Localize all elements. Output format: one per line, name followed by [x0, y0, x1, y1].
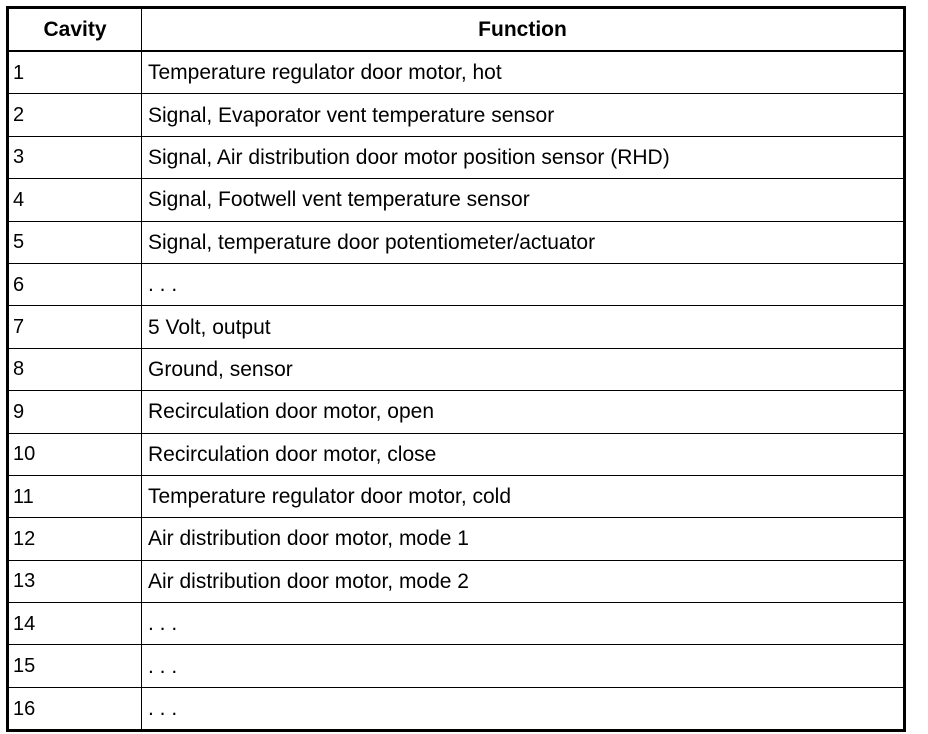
cavity-cell: 6: [8, 263, 142, 305]
cavity-cell: 16: [8, 687, 142, 730]
function-cell: . . .: [142, 263, 905, 305]
function-cell: . . .: [142, 687, 905, 730]
table-row: [8, 179, 905, 221]
function-cell: Temperature regulator door motor, hot: [142, 51, 905, 94]
cavity-cell: 7: [8, 306, 142, 348]
function-cell: Recirculation door motor, open: [142, 391, 905, 433]
column-header-cavity: Cavity: [8, 8, 142, 52]
table-row: [8, 306, 905, 348]
function-cell: Air distribution door motor, mode 2: [142, 560, 905, 602]
function-cell: Signal, Footwell vent temperature sensor: [142, 179, 905, 221]
function-cell: Ground, sensor: [142, 348, 905, 390]
column-header-function: Function: [142, 8, 905, 52]
table-row: [8, 263, 905, 305]
cavity-cell: 14: [8, 603, 142, 645]
function-cell: Recirculation door motor, close: [142, 433, 905, 475]
cavity-cell: 11: [8, 475, 142, 517]
table-row: [8, 136, 905, 178]
function-cell: Air distribution door motor, mode 1: [142, 518, 905, 560]
cavity-cell: 10: [8, 433, 142, 475]
function-cell: Temperature regulator door motor, cold: [142, 475, 905, 517]
table-row: [8, 645, 905, 687]
function-cell: 5 Volt, output: [142, 306, 905, 348]
function-cell: . . .: [142, 645, 905, 687]
table-row: [8, 603, 905, 645]
cavity-cell: 13: [8, 560, 142, 602]
cavity-cell: 15: [8, 645, 142, 687]
table-row: [8, 221, 905, 263]
table-row: [8, 687, 905, 730]
function-cell: Signal, Air distribution door motor position sensor (RHD): [142, 136, 905, 178]
table-row: [8, 348, 905, 390]
cavity-cell: 4: [8, 179, 142, 221]
table-row: [8, 51, 905, 94]
table-row: [8, 518, 905, 560]
connector-pinout-table: [6, 6, 906, 732]
table-row: [8, 560, 905, 602]
cavity-cell: 1: [8, 51, 142, 94]
cavity-cell: 2: [8, 94, 142, 136]
table-row: [8, 94, 905, 136]
table-body: [8, 51, 905, 731]
table-row: [8, 475, 905, 517]
cavity-cell: 8: [8, 348, 142, 390]
table-header: [8, 8, 905, 52]
table-row: [8, 433, 905, 475]
cavity-cell: 9: [8, 391, 142, 433]
header-row: [8, 8, 905, 52]
function-cell: Signal, temperature door potentiometer/actuator: [142, 221, 905, 263]
function-cell: . . .: [142, 603, 905, 645]
table-row: [8, 391, 905, 433]
cavity-cell: 5: [8, 221, 142, 263]
cavity-cell: 3: [8, 136, 142, 178]
cavity-cell: 12: [8, 518, 142, 560]
function-cell: Signal, Evaporator vent temperature sensor: [142, 94, 905, 136]
